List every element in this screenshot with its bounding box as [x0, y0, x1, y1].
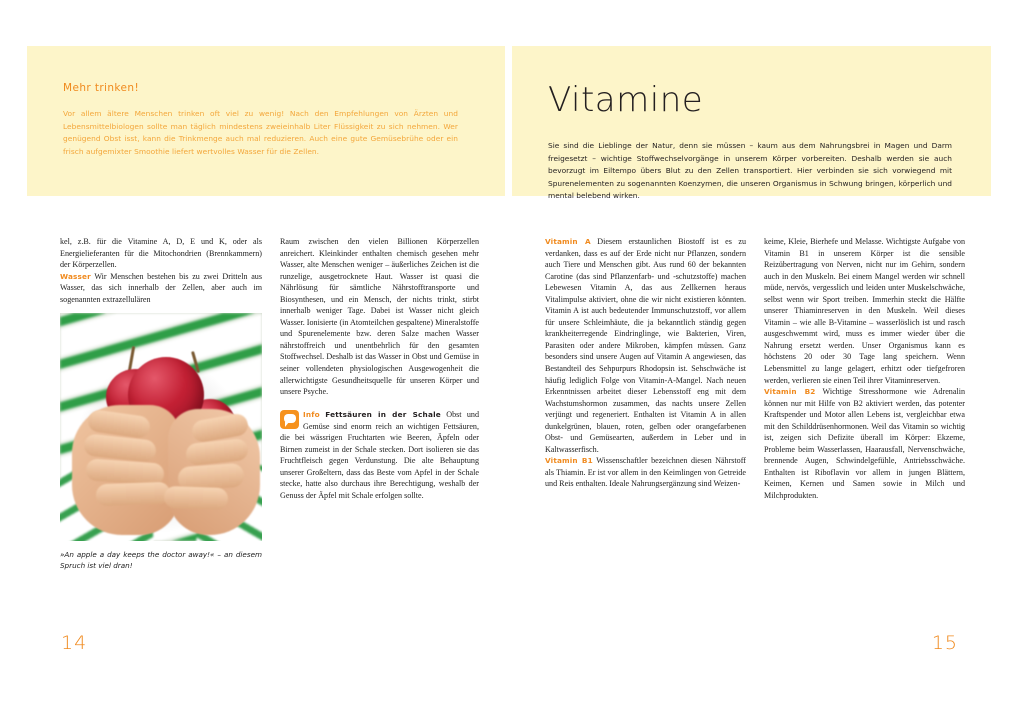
hands-holding-apples-photo	[60, 313, 262, 541]
info-box	[280, 409, 479, 501]
left-col2-paragraph-1: Raum zwischen den vielen Billionen Körperzellen anreichert. Kleinkinder enthalten chemisch gesehen mehr Wasser, alte Menschen weniger – äußerliches Zeichen ist die runzelige, ausgetrocknete Haut. Wasser ist quasi die Nährlösung für sämtliche Nährstofftransporte und Biosynthesen, und ein Mensch, der nichts trinkt, stirbt innerhalb weniger Tage. Dabei ist Wasser nicht gleich Wasser. Ionisierte (in Atomteilchen gespaltene) Mineralstoffe und Spurenelemente bzw. deren Salze machen Wasser nährstoffreich und unentbehrlich für den gesamten Stoffwechsel. Deshalb ist das Wasser in Obst und Gemüse in seiner vollendeten physiologischen Ausgewogenheit die allerwichtigste Gesundheitsquelle für unseren Körper und unsere Psyche.	[280, 237, 479, 397]
right-column-2	[764, 236, 965, 502]
callout-title: Mehr trinken!	[63, 82, 140, 94]
callout-body: Vor allem ältere Menschen trinken oft viel zu wenig! Nach den Empfehlungen von Ärzten und Lebensmittelbiologen sollte man täglich mindestens zweieinhalb Liter Flüssigkeit zu sich nehmen. Wer genügend Obst isst, kann die Trinkmenge auch mal reduzieren. Auch eine gute Gemüsebrühe oder ein frisch aufgemixter Smoothie liefert wertvolles Wasser für die Zellen.	[63, 109, 458, 156]
left-page-columns	[60, 236, 479, 571]
right-col1-paragraph-2-text: Wissenschaftler bezeichnen diesen Nährstoff als Thiamin. Er ist vor allem in den Keimlingen von Getreide und Reis enthalten. Ideale Nahrungsergänzung sind Weizen-	[545, 456, 746, 489]
page-number-right: 15	[931, 632, 958, 654]
right-col1-paragraph-2	[545, 455, 746, 490]
right-col2-paragraph-1: keime, Kleie, Bierhefe und Melasse. Wichtigste Aufgabe von Vitamin B1 in unserem Körper ist die sensible Reizübertragung von Nerven, nicht nur im Gehirn, sondern auch in den Muskeln. Bei einem Mangel werden wir schnell müde, nervös, vergesslich und leiden unter Muskelschwäche, selbst wenn wir Sport treiben. Immerhin steckt die Hälfte unserer Thiaminreserven in den Muskeln. Weil dieses Vitamin – wie alle B-Vitamine – wasserlöslich ist und rasch ausgeschwemmt wird, muss es immer wieder über die Nahrung ersetzt werden. Unser Organismus kann es höchstens 20 oder 30 Tage lang speichern. Wenn Lebensmittel zu lange gelagert, erhitzt oder tiefgefroren werden, verlieren sie einen Teil ihrer Vitaminreserven.	[764, 237, 965, 385]
right-page-columns	[545, 236, 965, 502]
left-page	[27, 28, 505, 700]
finger-4	[96, 482, 171, 507]
finger-8	[164, 486, 229, 510]
right-band-content	[548, 82, 961, 203]
right-page-title-band	[512, 46, 991, 201]
speech-bubble-icon	[280, 410, 299, 429]
info-box-label: Info	[303, 410, 320, 420]
right-page	[512, 28, 991, 700]
left-page-callout-band	[27, 46, 505, 196]
right-col1-paragraph-1	[545, 236, 746, 455]
page-number-left: 14	[61, 632, 88, 654]
photo-caption: »An apple a day keeps the doctor away!« – an diesem Spruch ist viel dran!	[60, 550, 262, 571]
right-col1-paragraph-1-text: Diesem erstaunlichen Biostoff ist es zu verdanken, dass es auf der Erde nicht nur Pflanzen, sondern auch Tiere und Menschen gibt. Aus rund 60 der bekannten Carotine (das sind Pflanzenfarb- und -schutzstoffe) machen Lebewesen Vitamin A, das aus Zellkernen heraus Vitalimpulse aktiviert, ohne die wir nicht existieren könnten. Vitamin A ist auch bedeutender Immunschutzstoff, vor allem für unsere Schleimhäute, die ja bekanntlich ständig gegen krankheiterregende Eindringlinge, wie Bakterien, Viren, Parasiten oder andere Mikroben, kämpfen müssen. Ganz besonders sind unsere Augen auf Vitamin A angewiesen, das Bestandteil des Sehpurpurs Rhodopsin ist. Sehschwäche ist häufig lediglich Folge von Vitamin-A-Mangel. Nach neuen Erkenntnissen arbeitet dieser Lebensstoff eng mit dem Wachstumshormon zusammen, das nachts unsere Zellen verjüngt und regeneriert. Enthalten ist Vitamin A in allen dunkelgrünen, blauen, roten, gelben oder orangefarbenen Obst- und Gemüsearten, außerdem in Leber und in Kaltwasserfisch.	[545, 237, 746, 454]
lead-in-vitamin-b2: Vitamin B2	[764, 387, 816, 397]
lead-in-wasser: Wasser	[60, 271, 91, 281]
info-box-body: Obst und Gemüse sind enorm reich an wichtigen Fettsäuren, die bei wässrigen Fruchtarten wie Beeren, Äpfeln oder Birnen zumeist in der Schale stecken. Dort isolieren sie das Fruchtfleisch gegen Verdunstung. Die alte Behauptung unserer Großeltern, dass das Beste vom Apfel in der Schale stecke, hatte also durchaus ihre Berechtigung, weshalb der Genuss der Äpfel mit Schale erfolgen sollte.	[280, 410, 479, 501]
page-intro: Sie sind die Lieblinge der Natur, denn sie müssen – kaum aus dem Nahrungsbrei in Magen und Darm freigesetzt – wichtige Stoffwechselvorgänge in unserem Körper vorbereiten. Deshalb werden sie auch bevorzugt im Eiltempo übers Blut zu den Zellen transportiert. Hier verbinden sie sich vorwiegend mit Spurenelementen zu sogenannten Koenzymen, die unseren Organismus in Schwung bringen, körperlich und mental belebend wirken.	[548, 141, 952, 201]
left-column-1	[60, 236, 262, 571]
left-col1-paragraph-2	[60, 271, 262, 306]
left-callout-content	[63, 82, 475, 158]
photo-block	[60, 313, 262, 571]
lead-in-vitamin-b1: Vitamin B1	[545, 456, 593, 466]
left-column-2	[280, 236, 479, 571]
info-box-subtitle: Fettsäuren in der Schale	[325, 410, 441, 420]
left-col1-paragraph-1: kel, z.B. für die Vitamine A, D, E und K, oder als Energielieferanten für die Mitochondrien (Brennkammern) der Körperzellen.	[60, 237, 262, 270]
left-col1-paragraph-2-text: Wir Menschen bestehen bis zu zwei Dritteln aus Wasser, das sich innerhalb der Zellen, aber auch im sogenannten extrazellulären	[60, 271, 262, 304]
right-column-1	[545, 236, 746, 502]
page-title: Vitamine	[548, 80, 704, 120]
right-col2-paragraph-2	[764, 386, 965, 501]
right-col2-paragraph-2-text: Wichtige Stresshormone wie Adrenalin können nur mit Hilfe von B2 aktiviert werden, das potenter Kraftspender und Motor allen Lebens ist, vergleichbar etwa mit den Schilddrüsenhormonen. Weil das Vitamin so wichtig ist, zeigen sich Defizite überall im Körper: Ekzeme, Probleme beim Wasserlassen, Haarausfall, Nervenschwäche, brennende Augen, Schwindelgefühle, Antriebsschwäche. Enthalten ist Riboflavin vor allem in jungen Blättern, Keimen, Kernen und Samen sowie in Milch und Milchprodukten.	[764, 387, 965, 501]
lead-in-vitamin-a: Vitamin A	[545, 237, 591, 246]
